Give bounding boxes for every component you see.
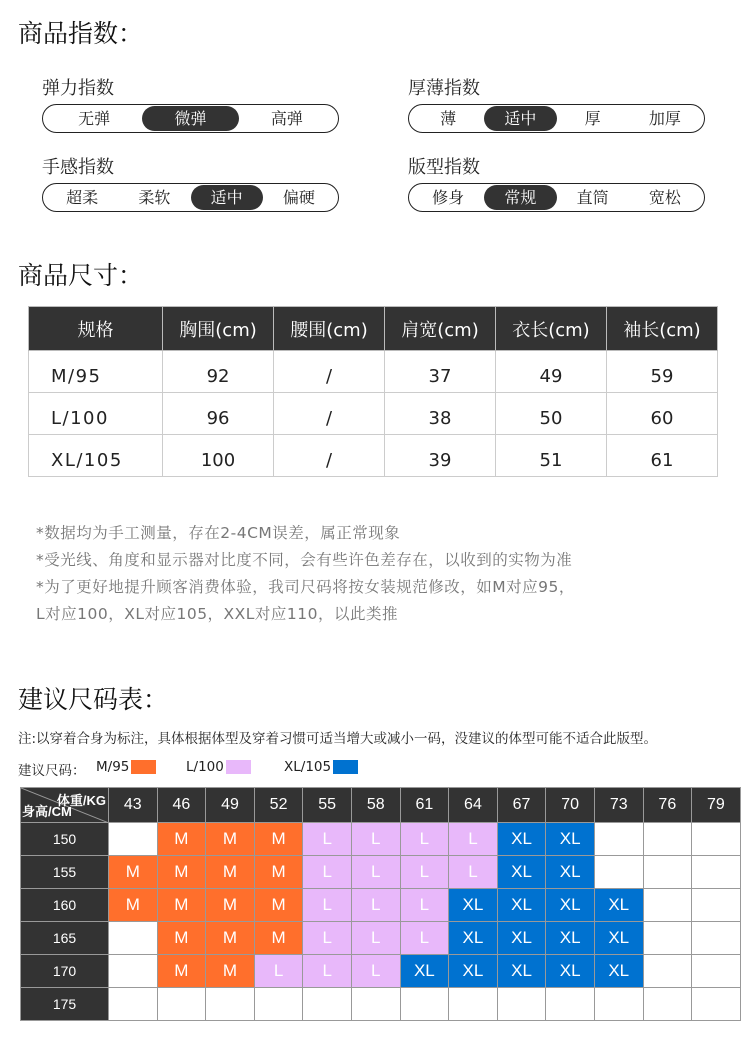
section-title-recommend: 建议尺码表：	[18, 685, 169, 714]
grid-cell: M	[206, 955, 255, 988]
index-option: 偏硬	[282, 188, 315, 207]
grid-cell: M	[109, 856, 158, 889]
weight-header: 70	[546, 788, 595, 823]
grid-cell: M	[157, 955, 206, 988]
grid-cell	[303, 988, 352, 1021]
grid-row	[21, 955, 741, 988]
table-cell: 59	[606, 351, 717, 393]
grid-row	[21, 889, 741, 922]
grid-cell	[206, 988, 255, 1021]
corner-height-label: 身高/CM	[22, 804, 72, 819]
grid-cell	[109, 922, 158, 955]
weight-header: 61	[400, 788, 449, 823]
grid-cell: XL	[594, 955, 643, 988]
table-row	[29, 435, 718, 477]
index-label: 弹力指数	[42, 78, 114, 99]
legend-swatch	[131, 760, 156, 774]
corner-weight-label: 体重/KG	[56, 793, 106, 808]
index-label: 版型指数	[408, 157, 480, 178]
table-row	[29, 351, 718, 393]
grid-cell	[692, 922, 741, 955]
table-row	[29, 393, 718, 435]
height-header: 155	[21, 856, 109, 889]
grid-cell: XL	[497, 889, 546, 922]
index-selector	[408, 104, 705, 133]
grid-cell: XL	[497, 955, 546, 988]
grid-cell	[109, 823, 158, 856]
index-option: 宽松	[648, 188, 681, 207]
grid-cell: M	[109, 889, 158, 922]
grid-row	[21, 922, 741, 955]
grid-cell	[692, 988, 741, 1021]
recommend-note: 注:以穿着合身为标注，具体根据体型及穿着习惯可适当增大或减小一码，没建议的体型可能不适合此版型。	[18, 731, 658, 747]
section-title-index: 商品指数：	[18, 19, 144, 48]
legend-label: 建议尺码：	[18, 763, 86, 779]
grid-cell: XL	[449, 922, 498, 955]
grid-cell	[594, 856, 643, 889]
grid-cell: M	[157, 823, 206, 856]
index-selector	[42, 183, 339, 212]
grid-cell: L	[449, 823, 498, 856]
weight-header: 58	[351, 788, 400, 823]
grid-cell: M	[157, 922, 206, 955]
grid-row	[21, 823, 741, 856]
grid-cell: M	[254, 889, 303, 922]
grid-cell: M	[254, 922, 303, 955]
grid-cell: XL	[546, 856, 595, 889]
weight-header: 73	[594, 788, 643, 823]
weight-header: 43	[109, 788, 158, 823]
size-table	[28, 306, 718, 477]
grid-cell: L	[303, 823, 352, 856]
grid-cell	[546, 988, 595, 1021]
grid-cell: L	[351, 856, 400, 889]
table-cell: 61	[606, 435, 717, 477]
grid-cell: M	[206, 856, 255, 889]
legend-item	[284, 759, 358, 775]
table-cell: 49	[495, 351, 606, 393]
weight-header: 55	[303, 788, 352, 823]
grid-cell	[643, 823, 692, 856]
grid-cell: L	[303, 922, 352, 955]
index-option: 微弹	[142, 106, 238, 131]
grid-cell: XL	[594, 922, 643, 955]
grid-cell: L	[400, 889, 449, 922]
column-header: 腰围(cm)	[274, 307, 385, 351]
index-2	[42, 153, 339, 212]
grid-cell: L	[303, 955, 352, 988]
legend-text: L/100	[186, 759, 224, 775]
table-cell: M/95	[29, 351, 163, 393]
grid-cell: XL	[546, 922, 595, 955]
grid-cell	[692, 856, 741, 889]
index-option: 适中	[484, 106, 556, 131]
grid-cell	[692, 823, 741, 856]
column-header: 规格	[29, 307, 163, 351]
grid-cell: L	[351, 889, 400, 922]
weight-header: 64	[449, 788, 498, 823]
grid-cell	[449, 988, 498, 1021]
table-cell: 100	[163, 435, 274, 477]
grid-cell	[594, 988, 643, 1021]
column-header: 肩宽(cm)	[385, 307, 496, 351]
legend-item	[186, 759, 251, 775]
grid-cell: L	[351, 823, 400, 856]
height-header: 175	[21, 988, 109, 1021]
weight-header: 67	[497, 788, 546, 823]
grid-cell: M	[157, 856, 206, 889]
index-option: 无弹	[78, 109, 111, 128]
table-cell: /	[274, 351, 385, 393]
legend-text: XL/105	[284, 759, 332, 775]
index-0	[42, 74, 339, 133]
grid-cell: M	[206, 823, 255, 856]
grid-cell	[497, 988, 546, 1021]
legend-swatch	[226, 760, 251, 774]
legend-text: M/95	[96, 759, 130, 775]
grid-cell: M	[254, 823, 303, 856]
weight-header: 79	[692, 788, 741, 823]
grid-cell	[643, 955, 692, 988]
table-cell: 51	[495, 435, 606, 477]
grid-cell	[643, 922, 692, 955]
grid-cell	[109, 955, 158, 988]
index-option: 薄	[440, 109, 457, 128]
height-header: 170	[21, 955, 109, 988]
index-option: 常规	[484, 185, 556, 210]
grid-cell: M	[206, 889, 255, 922]
table-header-row	[29, 307, 718, 351]
weight-header: 49	[206, 788, 255, 823]
grid-cell: XL	[546, 955, 595, 988]
grid-cell: L	[303, 889, 352, 922]
grid-row	[21, 856, 741, 889]
grid-cell	[643, 856, 692, 889]
grid-cell	[692, 955, 741, 988]
index-label: 厚薄指数	[408, 78, 480, 99]
column-header: 胸围(cm)	[163, 307, 274, 351]
grid-cell: M	[157, 889, 206, 922]
note-line: *为了更好地提升顾客消费体验，我司尺码将按女装规范修改，如M对应95，	[36, 578, 575, 596]
grid-cell: L	[254, 955, 303, 988]
grid-cell: XL	[400, 955, 449, 988]
table-cell: L/100	[29, 393, 163, 435]
height-header: 150	[21, 823, 109, 856]
index-selector	[408, 183, 705, 212]
grid-header-row	[21, 788, 741, 823]
grid-cell	[400, 988, 449, 1021]
index-3	[408, 153, 705, 212]
grid-cell	[351, 988, 400, 1021]
height-header: 160	[21, 889, 109, 922]
index-option: 直筒	[576, 188, 609, 207]
column-header: 袖长(cm)	[606, 307, 717, 351]
grid-cell: XL	[497, 922, 546, 955]
grid-cell: L	[449, 856, 498, 889]
legend-item	[96, 759, 156, 775]
weight-header: 52	[254, 788, 303, 823]
table-cell: 38	[385, 393, 496, 435]
grid-cell: M	[206, 922, 255, 955]
grid-cell	[692, 889, 741, 922]
grid-cell	[643, 988, 692, 1021]
table-cell: 96	[163, 393, 274, 435]
weight-header: 46	[157, 788, 206, 823]
table-cell: /	[274, 435, 385, 477]
grid-cell: L	[351, 922, 400, 955]
grid-corner	[21, 788, 109, 823]
index-option: 修身	[432, 188, 465, 207]
grid-cell: L	[400, 922, 449, 955]
grid-cell: L	[400, 856, 449, 889]
grid-cell: M	[254, 856, 303, 889]
note-line: *数据均为手工测量，存在2-4CM误差，属正常现象	[36, 524, 401, 542]
index-option: 高弹	[270, 109, 303, 128]
grid-cell: XL	[497, 823, 546, 856]
column-header: 衣长(cm)	[495, 307, 606, 351]
grid-cell: XL	[449, 955, 498, 988]
index-option: 适中	[191, 185, 263, 210]
grid-cell	[109, 988, 158, 1021]
legend-swatch	[333, 760, 358, 774]
size-recommend-grid	[20, 787, 741, 1021]
grid-cell: L	[400, 823, 449, 856]
note-line: *受光线、角度和显示器对比度不同，会有些许色差存在，以收到的实物为准	[36, 551, 573, 569]
grid-cell: XL	[546, 889, 595, 922]
grid-cell: L	[303, 856, 352, 889]
table-cell: 37	[385, 351, 496, 393]
table-cell: 60	[606, 393, 717, 435]
grid-cell: XL	[594, 889, 643, 922]
grid-cell	[594, 823, 643, 856]
index-option: 超柔	[66, 188, 99, 207]
index-option: 加厚	[648, 109, 681, 128]
index-label: 手感指数	[42, 157, 114, 178]
table-cell: /	[274, 393, 385, 435]
grid-cell	[157, 988, 206, 1021]
grid-cell: L	[351, 955, 400, 988]
table-cell: 39	[385, 435, 496, 477]
table-cell: XL/105	[29, 435, 163, 477]
section-title-size: 商品尺寸：	[18, 261, 144, 290]
grid-cell: XL	[546, 823, 595, 856]
height-header: 165	[21, 922, 109, 955]
grid-cell	[643, 889, 692, 922]
index-selector	[42, 104, 339, 133]
index-option: 厚	[584, 109, 601, 128]
index-option: 柔软	[138, 188, 171, 207]
grid-cell: XL	[497, 856, 546, 889]
weight-header: 76	[643, 788, 692, 823]
index-1	[408, 74, 705, 133]
grid-cell: XL	[449, 889, 498, 922]
table-cell: 92	[163, 351, 274, 393]
grid-row	[21, 988, 741, 1021]
note-line: L对应100，XL对应105，XXL对应110，以此类推	[36, 605, 399, 623]
table-cell: 50	[495, 393, 606, 435]
grid-cell	[254, 988, 303, 1021]
notes	[36, 520, 575, 628]
